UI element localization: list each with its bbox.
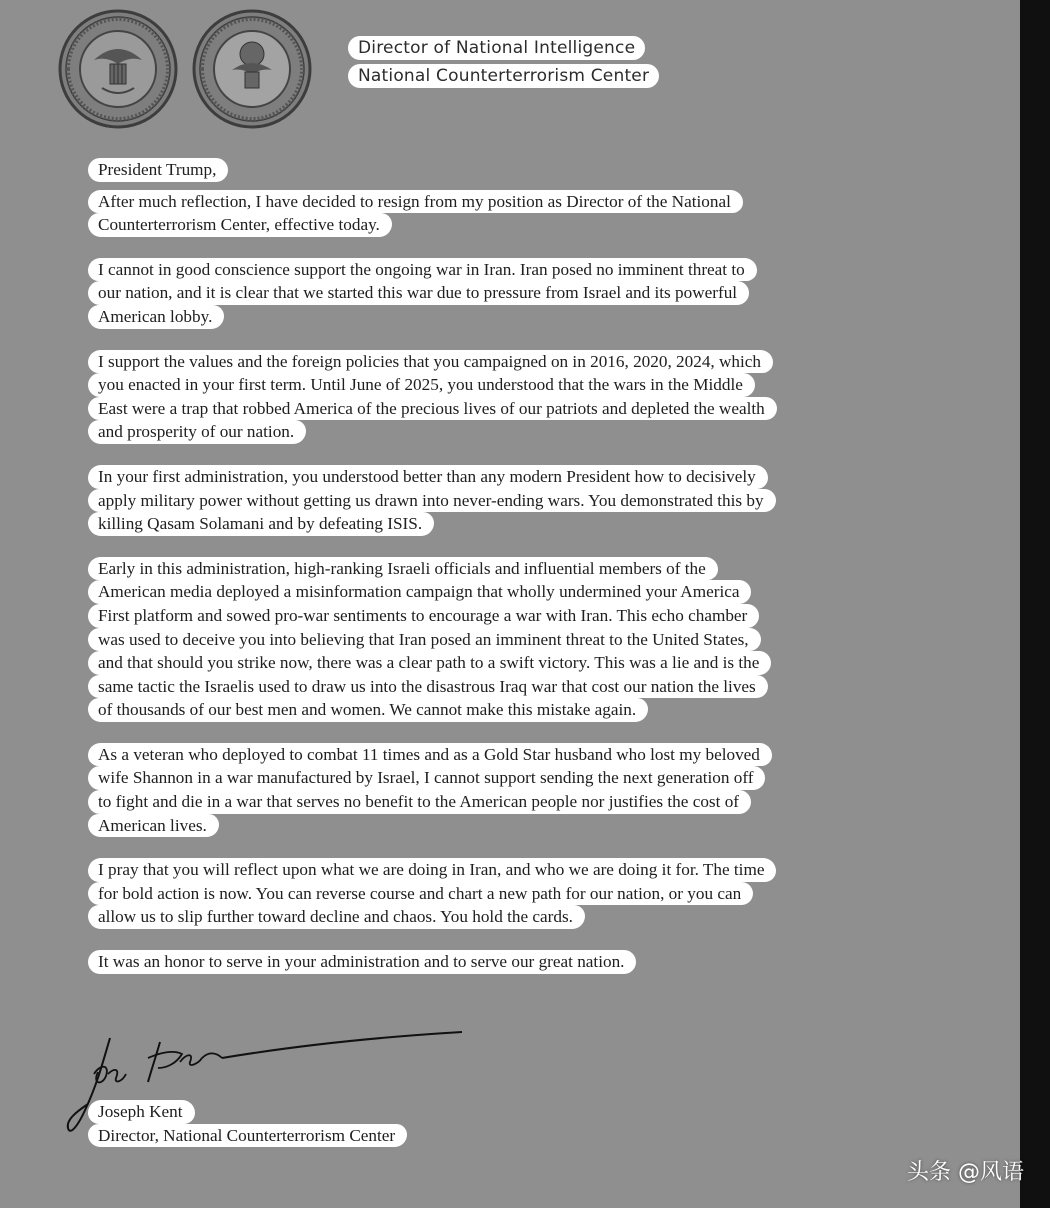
text-line: American lobby. bbox=[88, 305, 224, 329]
nctc-seal bbox=[188, 8, 316, 130]
text-line: East were a trap that robbed America of the precious lives of our patriots and depleted the wealth bbox=[88, 397, 777, 421]
text-line: American media deployed a misinformation campaign that wholly undermined your America bbox=[88, 580, 751, 604]
text-line: allow us to slip further toward decline and chaos. You hold the cards. bbox=[88, 905, 585, 929]
text-line: After much reflection, I have decided to resign from my position as Director of the National bbox=[88, 190, 743, 214]
paragraph-values bbox=[88, 350, 903, 444]
paragraph-prayer bbox=[88, 858, 903, 929]
text-line: our nation, and it is clear that we started this war due to pressure from Israel and its powerful bbox=[88, 281, 749, 305]
paragraph-veteran bbox=[88, 743, 903, 837]
text-line: Counterterrorism Center, effective today. bbox=[88, 213, 392, 237]
text-line: and that should you strike now, there was a clear path to a swift victory. This was a lie and is the bbox=[88, 651, 771, 675]
text-line: killing Qasam Solamani and by defeating ISIS. bbox=[88, 512, 434, 536]
paragraph-misinformation bbox=[88, 557, 903, 722]
signatory-name: Joseph Kent bbox=[88, 1100, 195, 1124]
signatory-title: Director, National Counterterrorism Center bbox=[88, 1124, 407, 1148]
signature-block bbox=[88, 1100, 407, 1157]
text-line: and prosperity of our nation. bbox=[88, 420, 306, 444]
text-line: for bold action is now. You can reverse course and chart a new path for our nation, or you can bbox=[88, 882, 753, 906]
salutation-line: President Trump, bbox=[88, 158, 228, 182]
paragraph-resignation bbox=[88, 190, 903, 237]
source-watermark: 头条 @风语 bbox=[907, 1160, 1024, 1185]
signature-lines bbox=[88, 1100, 407, 1147]
text-line: I support the values and the foreign policies that you campaigned on in 2016, 2020, 2024, which bbox=[88, 350, 773, 374]
paragraph-iran-war bbox=[88, 258, 903, 329]
text-line: American lives. bbox=[88, 814, 219, 838]
dni-seal bbox=[54, 8, 182, 130]
text-line: of thousands of our best men and women. We cannot make this mistake again. bbox=[88, 698, 648, 722]
text-line: In your first administration, you understood better than any modern President how to decisively bbox=[88, 465, 768, 489]
paragraph-closing bbox=[88, 950, 903, 974]
paragraph-first-administration bbox=[88, 465, 903, 536]
letter-body bbox=[88, 158, 903, 984]
salutation bbox=[88, 158, 903, 182]
text-line: you enacted in your first term. Until June of 2025, you understood that the wars in the Middle bbox=[88, 373, 755, 397]
text-line: wife Shannon in a war manufactured by Israel, I cannot support sending the next generation off bbox=[88, 766, 765, 790]
text-line: was used to deceive you into believing that Iran posed an imminent threat to the United States, bbox=[88, 628, 761, 652]
text-line: First platform and sowed pro-war sentiments to encourage a war with Iran. This echo chamber bbox=[88, 604, 759, 628]
text-line: Early in this administration, high-ranking Israeli officials and influential members of the bbox=[88, 557, 718, 581]
text-line: I pray that you will reflect upon what we are doing in Iran, and who we are doing it for. The time bbox=[88, 858, 776, 882]
text-line: I cannot in good conscience support the ongoing war in Iran. Iran posed no imminent threat to bbox=[88, 258, 757, 282]
text-line: same tactic the Israelis used to draw us into the disastrous Iraq war that cost our nation the lives bbox=[88, 675, 768, 699]
right-dark-border bbox=[1020, 0, 1050, 1208]
text-line: to fight and die in a war that serves no benefit to the American people nor justifies the cost of bbox=[88, 790, 751, 814]
letterhead bbox=[348, 36, 659, 92]
text-line: It was an honor to serve in your administration and to serve our great nation. bbox=[88, 950, 636, 974]
letterhead-line-nctc: National Counterterrorism Center bbox=[348, 64, 659, 88]
text-line: apply military power without getting us drawn into never-ending wars. You demonstrated this by bbox=[88, 489, 776, 513]
text-line: As a veteran who deployed to combat 11 times and as a Gold Star husband who lost my beloved bbox=[88, 743, 772, 767]
letterhead-line-dni: Director of National Intelligence bbox=[348, 36, 645, 60]
